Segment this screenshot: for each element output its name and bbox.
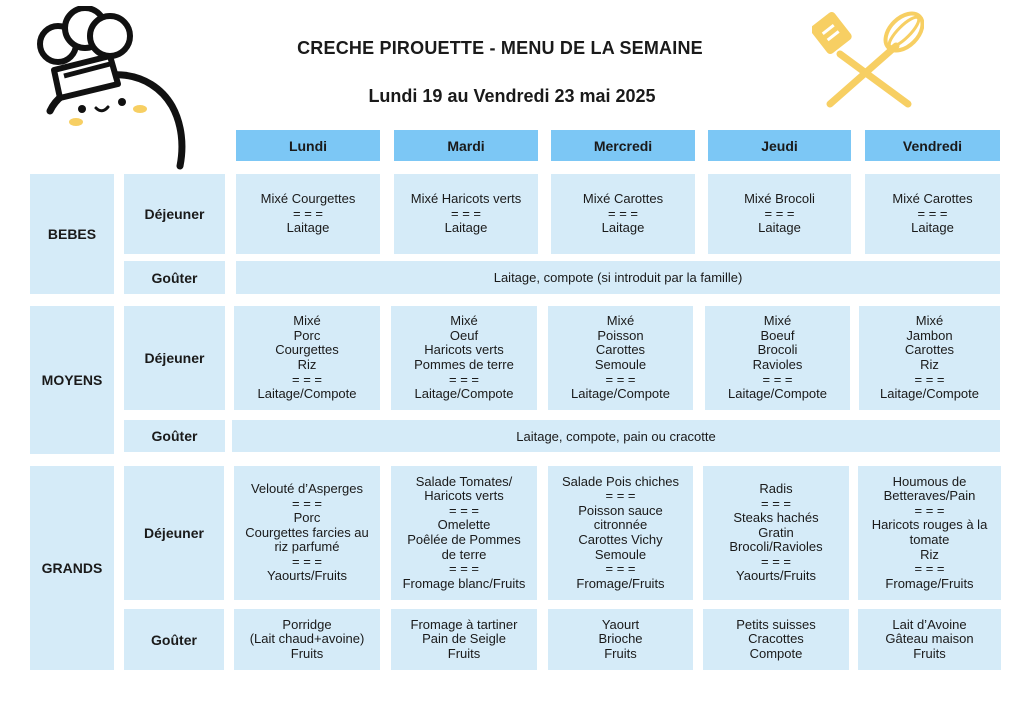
menu-cell: Porridge (Lait chaud+avoine) Fruits xyxy=(234,609,380,670)
day-header-mercredi: Mercredi xyxy=(551,130,695,161)
menu-cell: Salade Pois chiches = = = Poisson sauce citronnée Carottes Vichy Semoule = = = Fromage/Fruits xyxy=(548,466,693,600)
menu-cell: Radis = = = Steaks hachés Gratin Brocoli/Ravioles = = = Yaourts/Fruits xyxy=(703,466,849,600)
menu-cell: Mixé Porc Courgettes Riz = = = Laitage/Compote xyxy=(234,306,380,410)
menu-cell: Houmous de Betteraves/Pain = = = Haricots rouges à la tomate Riz = = = Fromage/Fruits xyxy=(858,466,1001,600)
page-title: CRECHE PIROUETTE - MENU DE LA SEMAINE xyxy=(297,38,703,58)
menu-cell: Mixé Jambon Carottes Riz = = = Laitage/Compote xyxy=(859,306,1000,410)
page-subtitle: Lundi 19 au Vendredi 23 mai 2025 xyxy=(368,86,656,106)
meal-label-gouter: Goûter xyxy=(124,420,225,452)
day-header-lundi: Lundi xyxy=(236,130,380,161)
gouter-cell-bebes: Laitage, compote (si introduit par la famille) xyxy=(236,261,1000,294)
menu-cell: Mixé Courgettes = = = Laitage xyxy=(236,174,380,254)
menu-cell: Petits suisses Cracottes Compote xyxy=(703,609,849,670)
menu-cell: Salade Tomates/ Haricots verts = = = Omelette Poêlée de Pommes de terre = = = Fromage blanc/Fruits xyxy=(391,466,537,600)
meal-label-dejeuner: Déjeuner xyxy=(124,174,225,254)
group-label-moyens: MOYENS xyxy=(30,306,114,454)
group-label-grands: GRANDS xyxy=(30,466,114,670)
meal-label-dejeuner: Déjeuner xyxy=(124,466,224,600)
menu-cell: Mixé Carottes = = = Laitage xyxy=(551,174,695,254)
menu-cell: Mixé Boeuf Brocoli Ravioles = = = Laitage/Compote xyxy=(705,306,850,410)
day-header-mardi: Mardi xyxy=(394,130,538,161)
menu-cell: Mixé Carottes = = = Laitage xyxy=(865,174,1000,254)
menu-cell: Velouté d’Asperges = = = Porc Courgettes farcies au riz parfumé = = = Yaourts/Fruits xyxy=(234,466,380,600)
menu-cell: Mixé Brocoli = = = Laitage xyxy=(708,174,851,254)
menu-cell: Mixé Poisson Carottes Semoule = = = Laitage/Compote xyxy=(548,306,693,410)
day-header-jeudi: Jeudi xyxy=(708,130,851,161)
menu-cell: Yaourt Brioche Fruits xyxy=(548,609,693,670)
menu-cell: Lait d’Avoine Gâteau maison Fruits xyxy=(858,609,1001,670)
group-label-bebes: BEBES xyxy=(30,174,114,294)
day-header-vendredi: Vendredi xyxy=(865,130,1000,161)
meal-label-gouter: Goûter xyxy=(124,609,224,670)
menu-cell: Mixé Oeuf Haricots verts Pommes de terre = = = Laitage/Compote xyxy=(391,306,537,410)
menu-cell: Mixé Haricots verts = = = Laitage xyxy=(394,174,538,254)
meal-label-dejeuner: Déjeuner xyxy=(124,306,225,410)
gouter-cell-moyens: Laitage, compote, pain ou cracotte xyxy=(232,420,1000,452)
meal-label-gouter: Goûter xyxy=(124,261,225,294)
menu-cell: Fromage à tartiner Pain de Seigle Fruits xyxy=(391,609,537,670)
